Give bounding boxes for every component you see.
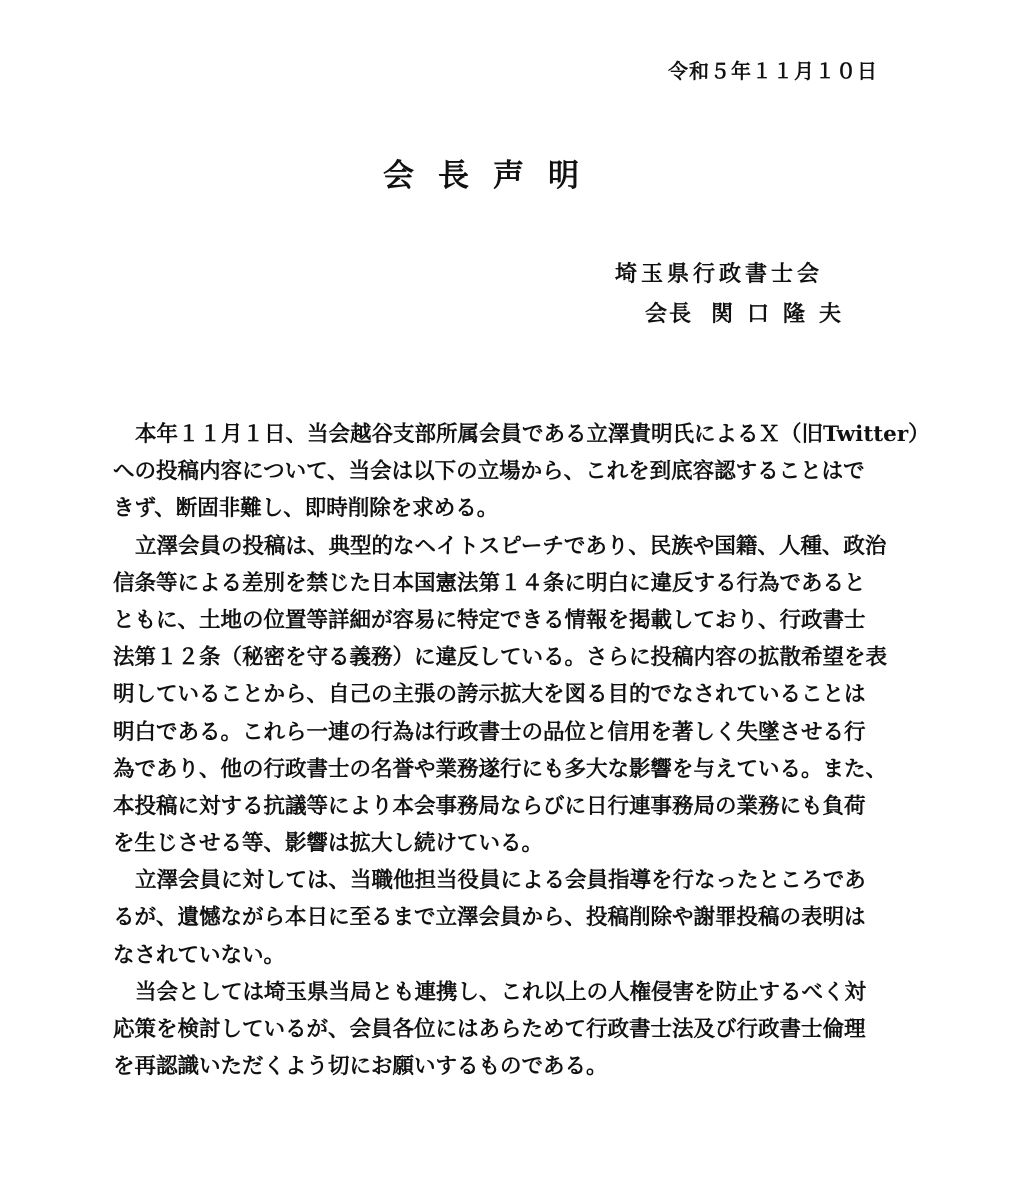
paragraph-1 (113, 416, 930, 528)
paragraph-line: 本投稿に対する抗議等により本会事務局ならびに日行連事務局の業務にも負荷 (113, 793, 866, 819)
paragraph-line: 信条等による差別を禁じた日本国憲法第１４条に明白に違反する行為であると (113, 570, 866, 596)
paragraph-line: 法第１２条（秘密を守る義務）に違反している。さらに投稿内容の拡散希望を表 (113, 645, 888, 671)
paragraph-3 (113, 862, 913, 974)
paragraph-line: 為であり、他の行政書士の名誉や業務遂行にも多大な影響を与えている。また、 (113, 756, 888, 782)
paragraph-line: 本年１１月１日、当会越谷支部所属会員である立澤貴明氏によるＸ（旧Twitter） (135, 422, 930, 447)
paragraph-line: きず、断固非難し、即時削除を求める。 (113, 496, 499, 522)
paragraph-line: なされていない。 (113, 942, 286, 968)
paragraph-line: 応策を検討しているが、会員各位にはあらためて行政書士法及び行政書士倫理 (113, 1017, 866, 1042)
paragraph-2 (113, 528, 913, 863)
signer-name: 関口隆夫 (711, 301, 856, 327)
organization-name: 埼玉県行政書士会 (615, 261, 824, 287)
paragraph-line: 明白である。これら一連の行為は行政書士の品位と信用を著しく失墜させる行 (113, 719, 866, 745)
paragraph-line: ともに、土地の位置等詳細が容易に特定できる情報を掲載しており、行政書士 (113, 607, 866, 633)
statement-title: 会長声明 (383, 158, 603, 194)
signer-role: 会長 (645, 301, 694, 327)
paragraph-line: るが、遺憾ながら本日に至るまで立澤会員から、投稿削除や謝罪投稿の表明は (113, 905, 866, 931)
paragraph-line: を再認識いただくよう切にお願いするものである。 (113, 1054, 608, 1080)
signer (645, 297, 855, 328)
paragraph-line: 立澤会員に対しては、当職他担当役員による会員指導を行なったところであ (135, 868, 866, 894)
statement-date: 令和５年１１月１０日 (668, 59, 878, 83)
paragraph-line: 当会としては埼玉県当局とも連携し、これ以上の人権侵害を防止するべく対 (135, 979, 867, 1005)
statement-body (113, 416, 930, 1085)
paragraph-line: 立澤会員の投稿は、典型的なヘイトスピーチであり、民族や国籍、人種、政治 (135, 533, 887, 559)
paragraph-line: を生じさせる等、影響は拡大し続けている。 (113, 831, 544, 857)
paragraph-4 (113, 974, 913, 1086)
paragraph-line: への投稿内容について、当会は以下の立場から、これを到底容認することはで (113, 459, 865, 485)
paragraph-line: 明していることから、自己の主張の誇示拡大を図る目的でなされていることは (113, 682, 866, 708)
